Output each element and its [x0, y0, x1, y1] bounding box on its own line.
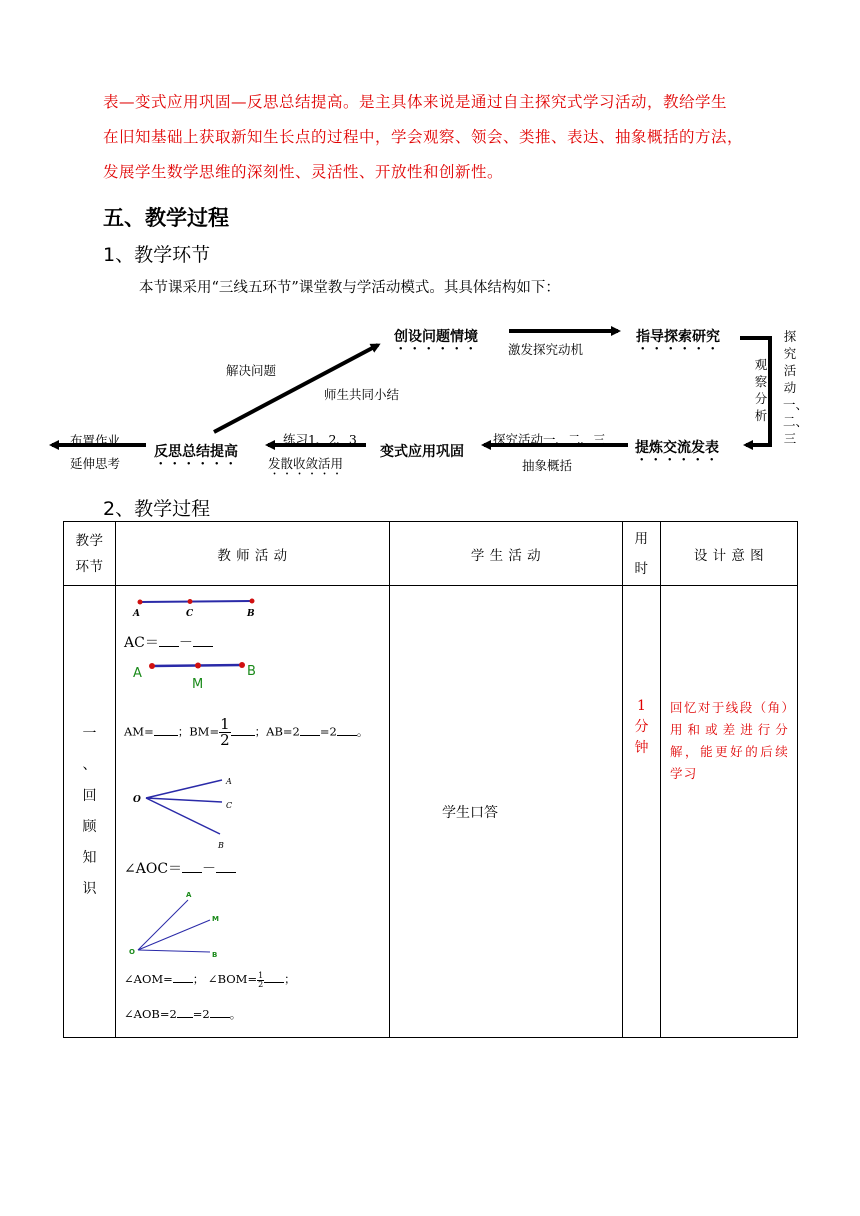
- point-a-label: A: [226, 777, 232, 786]
- node-apply-consolidate: 变式应用巩固: [380, 444, 464, 460]
- label-diverge: 发散收敛活用: [268, 456, 344, 471]
- midpoint-expression: AM= ；BM= $\frac{1}{2}$ ；AB=2 =2 。: [124, 715, 369, 749]
- table-header-row: [64, 522, 798, 586]
- intro-line-2: 在旧知基础上获取新知生长点的过程中，学会观察、领会、类推、表达、抽象概括的方法，: [103, 128, 744, 146]
- intro-line-1: 表—变式应用巩固—反思总结提高。是主具体来说是通过自主探究式学习活动，教给学生: [103, 93, 728, 111]
- point-a-label: A: [133, 666, 142, 681]
- label-joint-summary: 师生共同小结: [324, 387, 400, 402]
- table-row: [64, 586, 798, 1038]
- header-design-intent: 设 计 意 图: [661, 522, 798, 586]
- process-table: [63, 521, 798, 1038]
- stage-review-knowledge: 一 、 回 顾 知 识: [64, 586, 116, 1038]
- point-c-label: C: [186, 609, 194, 618]
- label-abstract: 抽象概括: [522, 458, 573, 473]
- point-a-label: A: [133, 609, 140, 618]
- angle-figure-aom: [126, 888, 246, 960]
- ac-expression: AC＝ －: [124, 632, 213, 652]
- point-m-label: M: [212, 915, 219, 923]
- segment-figure-acb: [126, 594, 266, 618]
- student-activity-cell: [390, 586, 623, 1038]
- label-solve-problem: 解决问题: [226, 363, 277, 378]
- bisector-expression: ∠AOM= ； ∠BOM= $\frac{1}{2}$ ；: [124, 970, 296, 989]
- angle-figure-aoc: [130, 772, 270, 854]
- node-refine-present: 提炼交流发表: [635, 440, 719, 456]
- structure-intro: 本节课采用“三线五环节”课堂教与学活动模式。其具体结构如下：: [139, 280, 560, 296]
- point-c-label: C: [226, 801, 233, 810]
- vertex-o-label: O: [129, 948, 135, 956]
- segment-figure-amb: [130, 658, 270, 690]
- header-student-activity: 学 生 活 动: [390, 522, 623, 586]
- point-m-label: M: [192, 677, 204, 690]
- design-intent-cell: [661, 586, 798, 1038]
- label-motivate: 激发探究动机: [508, 342, 584, 357]
- point-b-label: B: [218, 841, 224, 850]
- point-a-label: A: [186, 891, 192, 899]
- subsection-title-2: 2、教学过程: [103, 498, 211, 520]
- node-reflect-summarize: 反思总结提高: [154, 444, 238, 460]
- header-teacher-activity: 教 师 活 动: [116, 522, 390, 586]
- intro-line-3: 发展学生数学思维的深刻性、灵活性、开放性和创新性。: [103, 163, 504, 181]
- label-explore-vertical: 探究活动一、二、三: [783, 329, 809, 446]
- node-create-problem: 创设问题情境: [394, 329, 478, 345]
- vertex-o-label: O: [133, 795, 141, 805]
- subsection-title-1: 1、教学环节: [103, 244, 211, 266]
- point-b-label: B: [212, 951, 218, 959]
- label-explore-horizontal: 探究活动一、二、三: [493, 432, 606, 447]
- label-observe-analyze: 观察分析: [754, 357, 768, 423]
- label-homework: 布置作业: [70, 433, 121, 448]
- label-extend: 延伸思考: [70, 456, 121, 471]
- point-b-label: B: [247, 664, 256, 679]
- aob-expression: ∠AOB=2 =2 。: [124, 1007, 242, 1021]
- flow-diagram-arrows: [0, 0, 860, 500]
- time-cell: 1 分 钟: [623, 586, 661, 1038]
- teacher-activity-cell: [116, 586, 390, 1038]
- point-b-label: B: [247, 609, 255, 618]
- design-intent-text: 回忆对于线段（角）用和或差进行分解，能更好的后续学习: [670, 700, 789, 781]
- label-practice: 练习1、2、3: [283, 432, 357, 447]
- header-time: 用 时: [623, 522, 661, 586]
- node-guide-explore: 指导探索研究: [636, 329, 720, 345]
- header-stage: 教学 环节: [64, 522, 116, 586]
- aoc-expression: ∠AOC＝ －: [124, 858, 236, 878]
- student-activity-text: 学生口答: [442, 804, 498, 821]
- section-title: 五、教学过程: [103, 206, 229, 230]
